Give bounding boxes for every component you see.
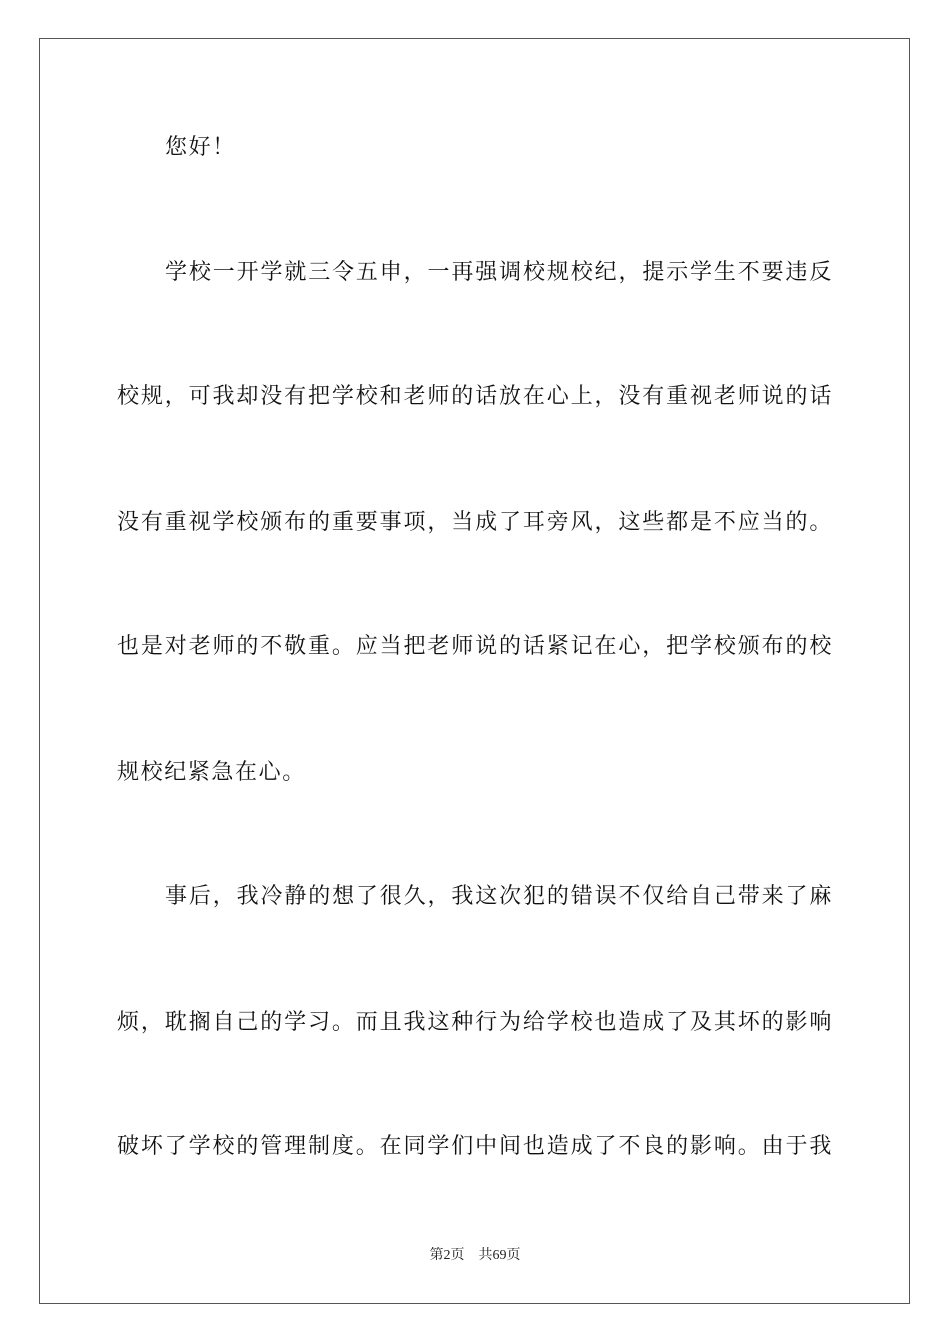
paragraph-line: 校规，可我却没有把学校和老师的话放在心上，没有重视老师说的话: [117, 384, 833, 409]
paragraph-line: 没有重视学校颁布的重要事项，当成了耳旁风，这些都是不应当的。: [117, 510, 833, 535]
paragraph-line: 烦，耽搁自己的学习。而且我这种行为给学校也造成了及其坏的影响: [117, 1010, 833, 1035]
page-border: [39, 38, 910, 1304]
paragraph-line: 也是对老师的不敬重。应当把老师说的话紧记在心，把学校颁布的校: [117, 634, 833, 659]
paragraph-line: 破坏了学校的管理制度。在同学们中间也造成了不良的影响。由于我: [117, 1134, 833, 1159]
page-footer: [0, 1246, 950, 1266]
paragraph-line: 学校一开学就三令五申，一再强调校规校纪，提示学生不要违反: [165, 260, 833, 285]
greeting-line: 您好！: [165, 135, 236, 160]
page-total: 共69页: [478, 1248, 521, 1263]
paragraph-line: 事后，我冷静的想了很久，我这次犯的错误不仅给自己带来了麻: [165, 884, 833, 909]
page-number: 第2页: [429, 1248, 465, 1263]
paragraph-line: 规校纪紧急在心。: [117, 760, 306, 785]
